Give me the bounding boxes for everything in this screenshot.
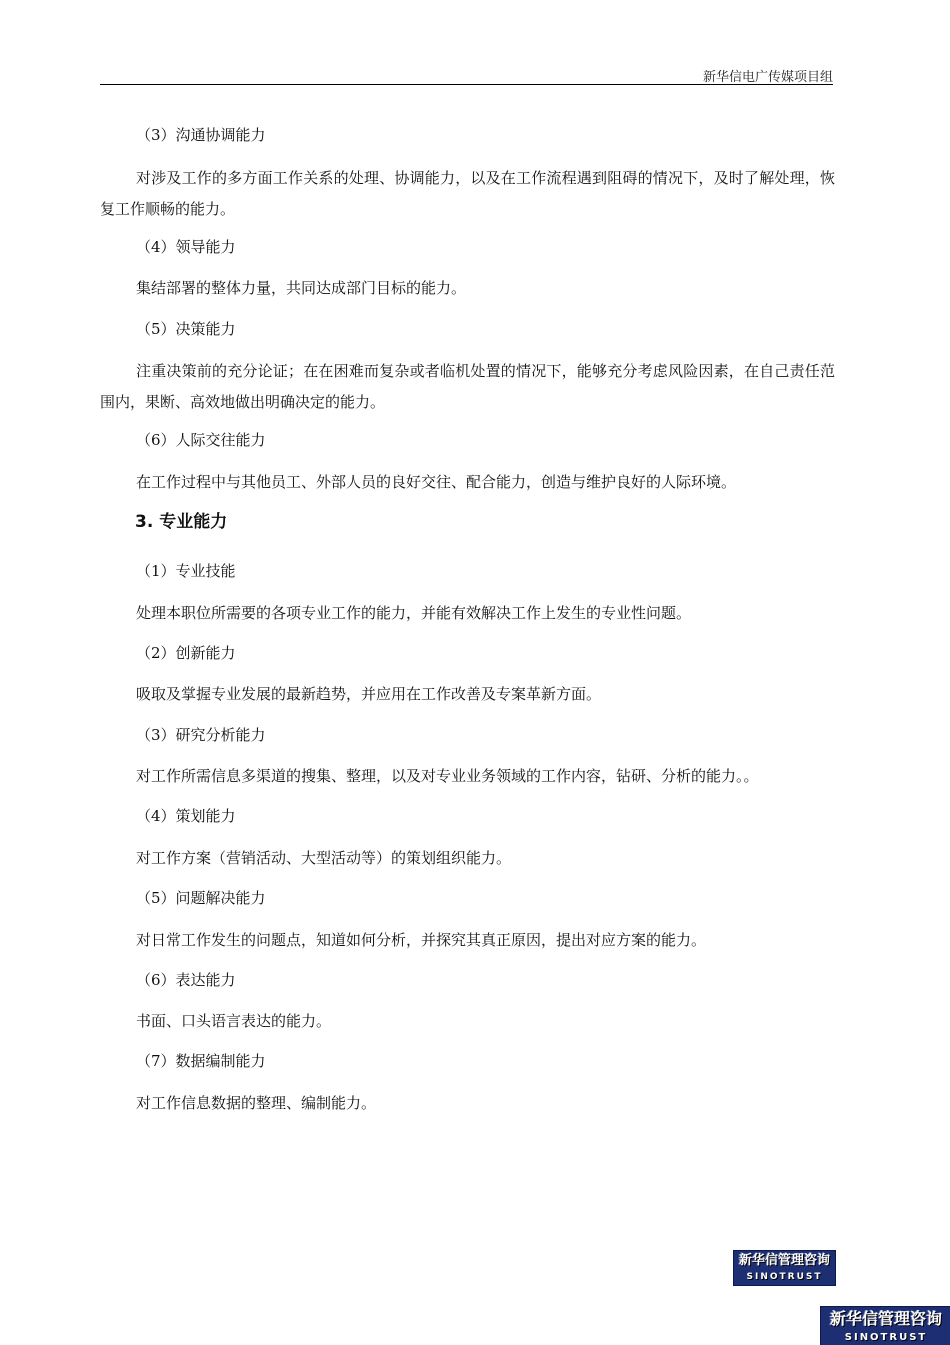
header-divider bbox=[100, 84, 833, 85]
sinotrust-logo bbox=[733, 1250, 836, 1286]
paragraph: 处理本职位所需要的各项专业工作的能力，并能有效解决工作上发生的专业性问题。 bbox=[136, 604, 692, 622]
paragraph: 在工作过程中与其他员工、外部人员的良好交往、配合能力，创造与维护良好的人际环境。 bbox=[136, 473, 737, 491]
item-heading: （6）人际交往能力 bbox=[136, 431, 266, 449]
header-title: 新华信电广传媒项目组 bbox=[702, 70, 833, 85]
paragraph: 对工作信息数据的整理、编制能力。 bbox=[136, 1094, 377, 1112]
item-heading: （3）沟通协调能力 bbox=[136, 126, 266, 144]
item-heading: （5）问题解决能力 bbox=[136, 889, 266, 907]
paragraph: 对工作方案（营销活动、大型活动等）的策划组织能力。 bbox=[136, 849, 512, 867]
item-heading: （4）领导能力 bbox=[136, 238, 236, 256]
section-heading: 3. 专业能力 bbox=[135, 512, 228, 532]
item-heading: （7）数据编制能力 bbox=[136, 1052, 266, 1070]
logo-chinese-text: 新华信管理咨询 bbox=[829, 1309, 942, 1328]
logo-chinese-text: 新华信管理咨询 bbox=[738, 1253, 830, 1268]
sinotrust-logo-corner bbox=[820, 1306, 950, 1345]
logo-english-text: SINOTRUST bbox=[844, 1332, 928, 1343]
paragraph: 对涉及工作的多方面工作关系的处理、协调能力，以及在工作流程遇到阻碍的情况下，及时了解处理，恢复工作顺畅的能力。 bbox=[100, 169, 835, 218]
paragraph: 对工作所需信息多渠道的搜集、整理，以及对专业业务领域的工作内容，钻研、分析的能力。。 bbox=[136, 767, 759, 785]
item-heading: （6）表达能力 bbox=[136, 971, 236, 989]
item-heading: （5）决策能力 bbox=[136, 320, 236, 338]
item-heading: （2）创新能力 bbox=[136, 644, 236, 662]
paragraph: 对日常工作发生的问题点，知道如何分析，并探究其真正原因，提出对应方案的能力。 bbox=[136, 931, 707, 949]
paragraph: 集结部署的整体力量，共同达成部门目标的能力。 bbox=[136, 279, 467, 297]
item-heading: （1）专业技能 bbox=[136, 562, 236, 580]
paragraph: 吸取及掌握专业发展的最新趋势，并应用在工作改善及专案革新方面。 bbox=[136, 685, 602, 703]
logo-english-text: SINOTRUST bbox=[746, 1272, 823, 1282]
item-heading: （4）策划能力 bbox=[136, 807, 236, 825]
paragraph: 注重决策前的充分论证；在在困难而复杂或者临机处置的情况下，能够充分考虑风险因素，在自己责任范围内，果断、高效地做出明确决定的能力。 bbox=[100, 362, 835, 411]
paragraph: 书面、口头语言表达的能力。 bbox=[136, 1012, 332, 1030]
item-heading: （3）研究分析能力 bbox=[136, 726, 266, 744]
